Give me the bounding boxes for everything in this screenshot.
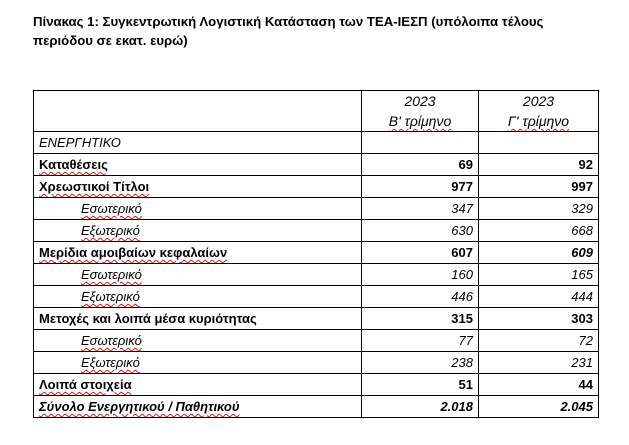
row-label: ΕΝΕΡΓΗΤΙΚΟ [34,132,362,154]
row-value-q3: 231 [479,352,599,374]
table-row [34,286,599,308]
table-row [34,330,599,352]
row-value-q3: 609 [479,242,599,264]
title-line-2: περιόδου σε εκατ. ευρώ) [33,33,188,48]
row-value-q3: 44 [479,374,599,396]
header-year-1: 2023 [362,91,479,112]
table-row [34,220,599,242]
row-value-q2: 160 [362,264,479,286]
row-label: Εξωτερικό [81,223,140,238]
header-row-years [34,91,599,112]
row-value-q2: 2.018 [362,396,479,418]
row-value-q2: 51 [362,374,479,396]
row-label: Μετοχές και λοιπά μέσα κυριότητας [34,308,362,330]
row-value-q2: 69 [362,154,479,176]
row-value-q3: 165 [479,264,599,286]
row-label: Εσωτερικό [81,267,142,282]
table-row [34,396,599,418]
row-value-q3: 92 [479,154,599,176]
row-value-q2: 446 [362,286,479,308]
table-row [34,374,599,396]
row-label: Εξωτερικό [81,355,140,370]
table-row [34,176,599,198]
row-label: Εξωτερικό [81,289,140,304]
table-row [34,132,599,154]
row-value-q3: 997 [479,176,599,198]
row-label: Εσωτερικό [81,333,142,348]
row-value-q3: 303 [479,308,599,330]
row-value-q2: 347 [362,198,479,220]
row-value-q3: 2.045 [479,396,599,418]
table-row [34,154,599,176]
row-label: Σύνολο Ενεργητικού / Παθητικού [39,399,240,414]
row-label: Χρεωστικοί Τίτλοι [39,179,150,194]
row-value-q3: 668 [479,220,599,242]
row-value-q2: 607 [362,242,479,264]
table-row [34,198,599,220]
row-value-q2: 238 [362,352,479,374]
row-label: Εσωτερικό [81,201,142,216]
table-row [34,242,599,264]
table-row [34,264,599,286]
balance-sheet-table [33,90,599,418]
row-label: Μερίδια αμοιβαίων κεφαλαίων [39,245,228,260]
title-line-1: Πίνακας 1: Συγκεντρωτική Λογιστική Κατάσταση των ΤΕΑ-ΙΕΣΠ (υπόλοιπα τέλους [33,14,544,29]
row-value-q2: 977 [362,176,479,198]
header-quarter-1: Β' τρίμηνο [388,113,452,129]
header-row-quarters [34,111,599,132]
row-label: Καταθέσεις [39,157,108,172]
row-value-q2: 77 [362,330,479,352]
row-value-q2: 630 [362,220,479,242]
row-value-q3: 444 [479,286,599,308]
row-label: Λοιπά στοιχεία [39,377,132,392]
row-value-q2: 315 [362,308,479,330]
header-quarter-2: Γ' τρίμηνο [507,113,570,129]
row-value-q3: 329 [479,198,599,220]
table-row [34,308,599,330]
table-row [34,352,599,374]
row-value-q3: 72 [479,330,599,352]
header-year-2: 2023 [479,91,599,112]
table-title [33,12,613,50]
